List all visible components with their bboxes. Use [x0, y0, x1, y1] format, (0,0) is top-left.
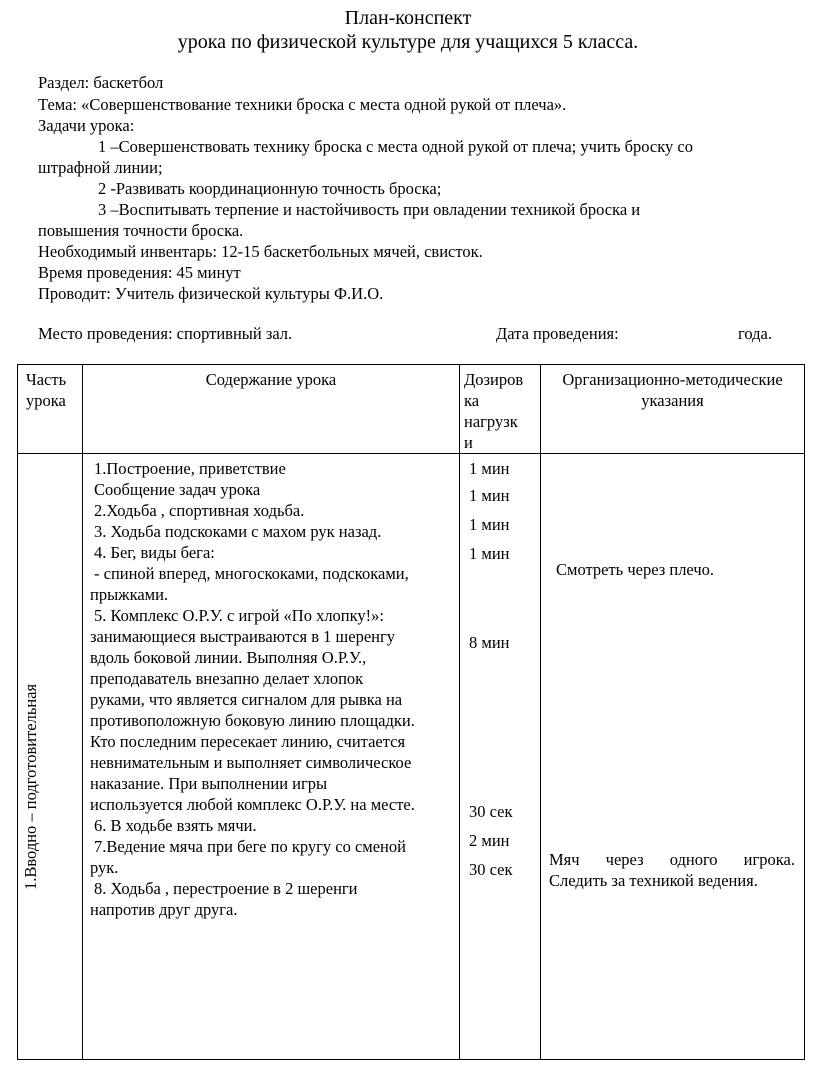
header-part [18, 365, 83, 454]
note-word: через [605, 850, 644, 869]
content-line: напротив друг друга. [90, 900, 238, 919]
note-ball-pass [549, 849, 795, 870]
date-label: Дата проведения: [496, 324, 619, 343]
notes-cell [541, 454, 805, 1060]
content-line: противоположную боковую линию площадки. [90, 711, 415, 730]
note-word: Мяч [549, 850, 580, 869]
dose-value: 1 мин [469, 459, 510, 478]
header-dose [460, 365, 541, 454]
topic-line: Тема: «Совершенствование техники броска с места одной рукой от плеча». [38, 95, 567, 114]
task-3-line-b: повышения точности броска. [38, 221, 244, 240]
part-name-vertical [21, 683, 40, 891]
content-line: 2.Ходьба , спортивная ходьба. [94, 501, 305, 520]
place-line: Место проведения: спортивный зал. [38, 324, 293, 343]
header-content-label: Содержание урока [205, 370, 337, 389]
header-notes-line2: указания [641, 391, 704, 410]
header-dose-line1: Дозиров [464, 370, 524, 389]
dose-value: 1 мин [469, 544, 510, 563]
tasks-label: Задачи урока: [38, 116, 135, 135]
dose-value: 30 сек [469, 802, 513, 821]
year-label: года. [738, 324, 772, 343]
task-3-line-a: 3 –Воспитывать терпение и настойчивость при овладении техникой броска и [98, 200, 641, 219]
content-line: - спиной вперед, многоскоками, подскоками, [94, 564, 409, 583]
content-line: невнимательным и выполняет символическое [90, 753, 412, 772]
content-line: используется любой комплекс О.Р.У. на месте. [90, 795, 415, 814]
dose-value: 30 сек [469, 860, 513, 879]
header-content [83, 365, 460, 454]
header-dose-line3: нагрузк [464, 412, 518, 431]
lesson-table [17, 364, 805, 1060]
table-row [18, 454, 805, 1060]
note-word: одного [669, 850, 718, 869]
content-line: 8. Ходьба , перестроение в 2 шеренги [94, 879, 358, 898]
content-line: 7.Ведение мяча при беге по кругу со сменой [94, 837, 406, 856]
task-1-line-a: 1 –Совершенствовать технику броска с места одной рукой от плеча; учить броску со [98, 137, 693, 156]
part-name-label: 1.Вводно – подготовительная [21, 683, 40, 890]
task-1-line-b: штрафной линии; [38, 158, 163, 177]
header-notes-line1: Организационно-методические [562, 370, 783, 389]
content-line: 4. Бег, виды бега: [94, 543, 215, 562]
content-line: руками, что является сигналом для рывка на [90, 690, 403, 709]
note-dribble-technique: Следить за техникой ведения. [549, 871, 758, 890]
document-subtitle: урока по физической культуре для учащихся 5 класса. [177, 31, 639, 53]
header-notes [541, 365, 805, 454]
content-line: Кто последним пересекает линию, считается [90, 732, 406, 751]
content-cell [83, 454, 460, 1060]
task-2-line: 2 -Развивать координационную точность броска; [98, 179, 442, 198]
content-line: наказание. При выполнении игры [90, 774, 328, 793]
content-line: 3. Ходьба подскоками с махом рук назад. [94, 522, 382, 541]
content-line: вдоль боковой линии. Выполняя О.Р.У., [90, 648, 367, 667]
section-line: Раздел: баскетбол [38, 73, 164, 92]
header-dose-line4: и [464, 433, 473, 452]
content-line: Сообщение задач урока [94, 480, 261, 499]
header-part-line2: урока [26, 391, 66, 410]
dose-value: 2 мин [469, 831, 510, 850]
note-look-over-shoulder: Смотреть через плечо. [556, 560, 715, 579]
dose-value: 1 мин [469, 515, 510, 534]
duration-line: Время проведения: 45 минут [38, 263, 241, 282]
content-line: 5. Комплекс О.Р.У. с игрой «По хлопку!»: [94, 606, 384, 625]
document-title: План-конспект [344, 7, 472, 29]
equipment-line: Необходимый инвентарь: 12-15 баскетбольных мячей, свисток. [38, 242, 483, 261]
note-word: игрока. [743, 850, 795, 869]
content-line: прыжками. [90, 585, 169, 604]
dose-value: 8 мин [469, 633, 510, 652]
content-line: 6. В ходьбе взять мячи. [94, 816, 257, 835]
content-line: занимающиеся выстраиваются в 1 шеренгу [90, 627, 396, 646]
content-lines [90, 458, 415, 920]
dose-cell [460, 454, 541, 1060]
header-part-line1: Часть [26, 370, 67, 389]
header-dose-line2: ка [464, 391, 480, 410]
content-line: 1.Построение, приветствие [94, 459, 286, 478]
teacher-line: Проводит: Учитель физической культуры Ф.И.О. [38, 284, 384, 303]
content-line: рук. [90, 858, 119, 877]
content-line: преподаватель внезапно делает хлопок [90, 669, 364, 688]
dose-value: 1 мин [469, 486, 510, 505]
table-header-row [18, 365, 805, 454]
